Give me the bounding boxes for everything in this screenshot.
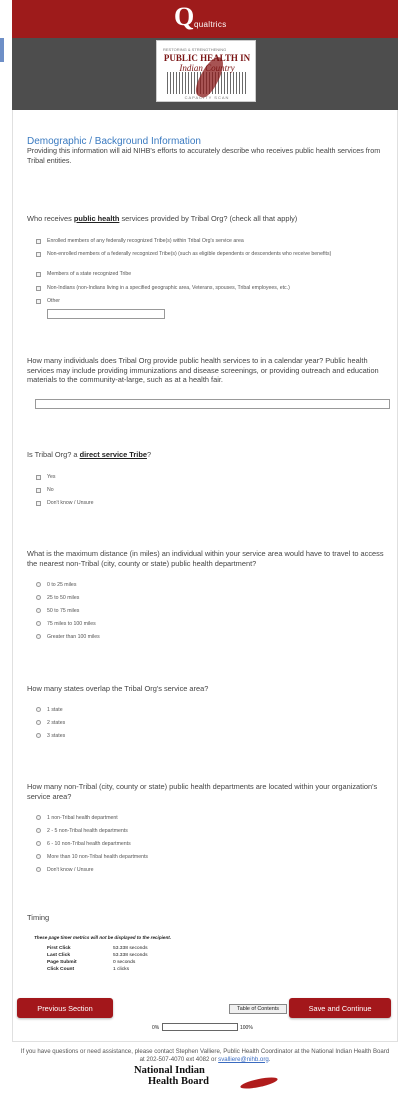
radio-button[interactable] bbox=[36, 733, 41, 738]
timing-row bbox=[47, 946, 247, 952]
qualtrics-q-letter: Q bbox=[174, 2, 195, 31]
timing-value: 53.338 seconds bbox=[113, 946, 148, 951]
survey-banner-logo bbox=[156, 40, 256, 102]
feather-icon bbox=[240, 1075, 279, 1091]
radio-button[interactable] bbox=[36, 854, 41, 859]
option-label: 2 - 5 non-Tribal health departments bbox=[47, 828, 128, 834]
option-label: Don't know / Unsure bbox=[47, 867, 94, 873]
table-of-contents-button[interactable]: Table of Contents bbox=[229, 1004, 287, 1014]
previous-section-button[interactable]: Previous Section bbox=[17, 998, 113, 1018]
checkbox-option[interactable] bbox=[36, 487, 377, 497]
contact-email-link[interactable]: svalliere@nihb.org bbox=[218, 1055, 269, 1063]
radio-option[interactable] bbox=[36, 621, 377, 631]
timing-label: Last Click bbox=[47, 953, 71, 958]
checkbox[interactable] bbox=[36, 501, 41, 506]
radio-option[interactable] bbox=[36, 720, 377, 730]
checkbox[interactable] bbox=[36, 299, 41, 304]
section-title: Demographic / Background Information bbox=[27, 136, 201, 147]
timing-value: 0 seconds bbox=[113, 960, 136, 965]
radio-button[interactable] bbox=[36, 841, 41, 846]
checkbox-option[interactable] bbox=[36, 251, 377, 267]
radio-option[interactable] bbox=[36, 828, 377, 838]
timing-value: 1 clicks bbox=[113, 967, 130, 972]
option-label: Non-Indians (non-Indians living in a specified geographic area, Veterans, spouses, Tribal employees, etc.) bbox=[47, 285, 290, 291]
option-label: Other bbox=[47, 298, 60, 304]
option-label: 1 state bbox=[47, 707, 63, 713]
radio-button[interactable] bbox=[36, 634, 41, 639]
radio-button[interactable] bbox=[36, 867, 41, 872]
timing-label: Page Submit bbox=[47, 960, 77, 965]
nihb-logo bbox=[132, 1065, 282, 1095]
radio-option[interactable] bbox=[36, 815, 377, 825]
timing-row bbox=[47, 967, 247, 973]
radio-button[interactable] bbox=[36, 621, 41, 626]
q3-suffix: ? bbox=[146, 450, 152, 459]
qualtrics-logo bbox=[172, 4, 242, 34]
option-label: Enrolled members of any federally recognized Tribe(s) within Tribal Org's service area bbox=[47, 238, 244, 244]
other-text-input[interactable] bbox=[47, 309, 165, 319]
timing-label: Click Count bbox=[47, 967, 75, 972]
save-and-continue-button[interactable]: Save and Continue bbox=[289, 998, 391, 1018]
radio-option[interactable] bbox=[36, 854, 377, 864]
radio-button[interactable] bbox=[36, 815, 41, 820]
progress-end-label: 100% bbox=[240, 1025, 253, 1031]
timing-row bbox=[47, 960, 247, 966]
question-health-departments: How many non-Tribal (city, county or state) public health departments are located within your organization's service area? bbox=[27, 782, 378, 801]
checkbox[interactable] bbox=[36, 488, 41, 493]
banner-subtitle: Indian Country bbox=[179, 63, 235, 73]
radio-option[interactable] bbox=[36, 733, 377, 743]
q3-prefix: Is Tribal Org? a bbox=[27, 450, 80, 459]
q1-prefix: Who receives bbox=[27, 214, 74, 223]
radio-button[interactable] bbox=[36, 828, 41, 833]
footer-end: . bbox=[268, 1055, 271, 1063]
individuals-count-input[interactable] bbox=[35, 399, 390, 409]
radio-option[interactable] bbox=[36, 595, 377, 605]
checkbox[interactable] bbox=[36, 272, 41, 277]
checkbox-option[interactable] bbox=[36, 238, 377, 248]
direct-service-tribe-link[interactable]: direct service Tribe bbox=[79, 450, 147, 459]
checkbox-option[interactable] bbox=[36, 500, 377, 510]
banner-title: PUBLIC HEALTH IN bbox=[163, 53, 251, 63]
question-states-overlap: How many states overlap the Tribal Org's service area? bbox=[27, 684, 209, 693]
option-label: 3 states bbox=[47, 733, 66, 739]
checkbox-option-other[interactable] bbox=[36, 298, 377, 308]
checkbox[interactable] bbox=[36, 252, 41, 257]
nihb-logo-line1: National Indian bbox=[134, 1065, 205, 1076]
footer-contact bbox=[20, 1048, 390, 1063]
option-label: Yes bbox=[47, 474, 56, 480]
radio-option[interactable] bbox=[36, 608, 377, 618]
timing-title: Timing bbox=[27, 913, 50, 922]
option-label: Non-enrolled members of a federally recognized Tribe(s) (such as eligible dependents or descendents who receive benefits) bbox=[47, 251, 332, 257]
timing-note: These page timer metrics will not be displayed to the recipient. bbox=[34, 935, 172, 940]
section-description: Providing this information will aid NIHB's efforts to accurately describe who receives public health services from Tribal entities. bbox=[27, 146, 381, 165]
option-label: No bbox=[47, 487, 54, 493]
option-label: 6 - 10 non-Tribal health departments bbox=[47, 841, 131, 847]
radio-button[interactable] bbox=[36, 582, 41, 587]
checkbox-option[interactable] bbox=[36, 271, 377, 281]
checkbox-option[interactable] bbox=[36, 474, 377, 484]
checkbox[interactable] bbox=[36, 239, 41, 244]
checkbox[interactable] bbox=[36, 475, 41, 480]
option-label: 1 non-Tribal health department bbox=[47, 815, 118, 821]
option-label: More than 10 non-Tribal health departments bbox=[47, 854, 149, 860]
footer-text: If you have questions or need assistance, please contact Stephen Valliere, Public Health Coordinator at the National Indian Health Board at 202-507-4070 ext 4082 or bbox=[20, 1048, 390, 1063]
option-label: 50 to 75 miles bbox=[47, 608, 80, 614]
radio-option[interactable] bbox=[36, 582, 377, 592]
radio-option[interactable] bbox=[36, 841, 377, 851]
checkbox[interactable] bbox=[36, 286, 41, 291]
option-label: 75 miles to 100 miles bbox=[47, 621, 96, 627]
nihb-logo-line2: Health Board bbox=[148, 1076, 209, 1087]
option-label: Greater than 100 miles bbox=[47, 634, 100, 640]
radio-option[interactable] bbox=[36, 707, 377, 717]
radio-button[interactable] bbox=[36, 608, 41, 613]
radio-option[interactable] bbox=[36, 634, 377, 644]
timing-value: 53.338 seconds bbox=[113, 953, 148, 958]
question-recipients bbox=[27, 214, 393, 224]
side-tab[interactable] bbox=[0, 38, 4, 62]
survey-card bbox=[12, 110, 398, 1042]
qualtrics-wordmark: qualtrics bbox=[194, 20, 227, 29]
banner-bottom-text: CAPACITY SCAN bbox=[184, 95, 230, 100]
option-label: Members of a state recognized Tribe bbox=[47, 271, 132, 277]
banner-top-text: RESTORING & STRENGTHENING bbox=[163, 47, 227, 52]
public-health-link[interactable]: public health bbox=[73, 214, 120, 223]
progress-start-label: 0% bbox=[152, 1025, 160, 1031]
radio-button[interactable] bbox=[36, 720, 41, 725]
option-label: 0 to 25 miles bbox=[47, 582, 77, 588]
option-label: 25 to 50 miles bbox=[47, 595, 80, 601]
q1-suffix: services provided by Tribal Org? (check all that apply) bbox=[119, 214, 298, 223]
timing-label: First Click bbox=[47, 946, 71, 951]
question-individuals-count: How many individuals does Tribal Org provide public health services to in a calendar year? Public health services may include providing immunizations and disease screenings, or providing outreach and education materials to the community-at-large, such as at a health fair. bbox=[27, 356, 379, 384]
radio-button[interactable] bbox=[36, 595, 41, 600]
option-label: 2 states bbox=[47, 720, 66, 726]
radio-option[interactable] bbox=[36, 867, 377, 877]
progress-bar bbox=[162, 1023, 238, 1031]
radio-button[interactable] bbox=[36, 707, 41, 712]
checkbox-option[interactable] bbox=[36, 285, 377, 295]
question-direct-service bbox=[27, 450, 393, 460]
option-label: Don't know / Unsure bbox=[47, 500, 94, 506]
timing-row bbox=[47, 953, 247, 959]
question-max-distance: What is the maximum distance (in miles) an individual within your service area would have to travel to access the nearest non-Tribal (city, county or state) public health department? bbox=[27, 549, 384, 568]
